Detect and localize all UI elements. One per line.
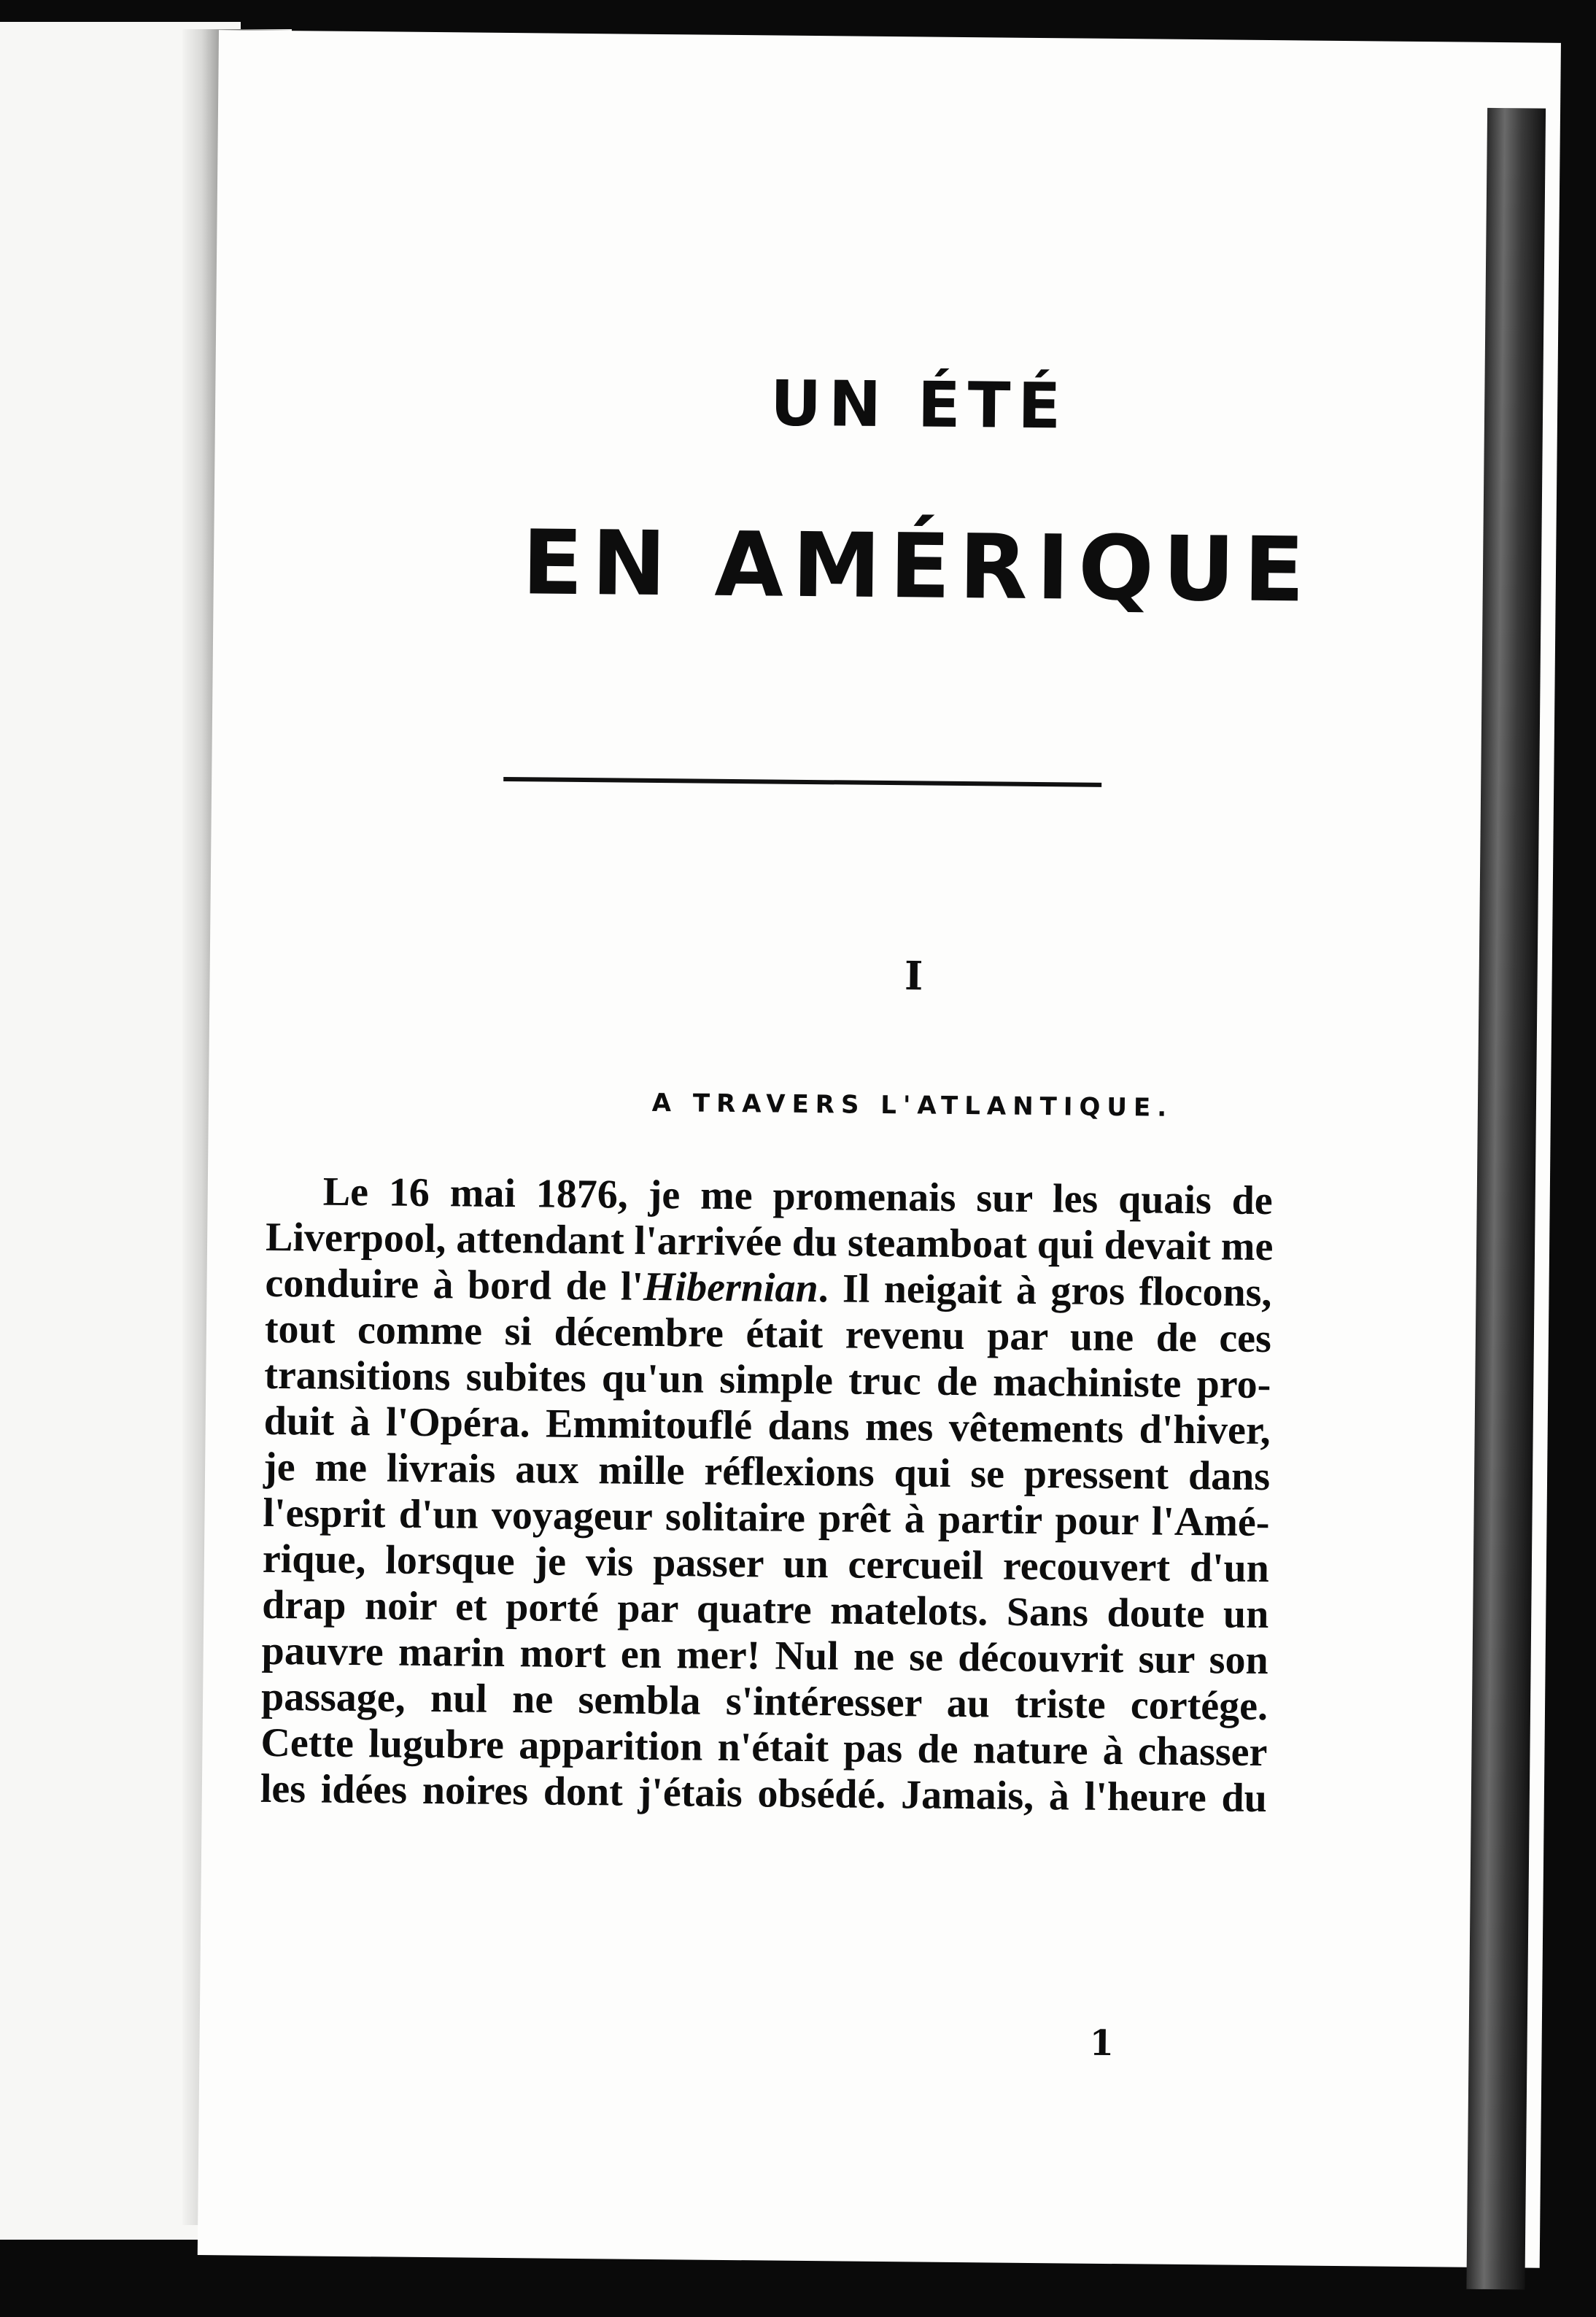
chapter-number: I <box>904 952 923 999</box>
text-line: transitions subites qu'un simple truc de machiniste pro- <box>264 1352 1271 1408</box>
text-line: passage, nul ne sembla s'intéresser au triste cortége. <box>260 1674 1268 1730</box>
text-line: les idées noires dont j'étais obsédé. Jamais, à l'heure du <box>260 1765 1268 1822</box>
ship-name-italic: Hibernian <box>643 1264 818 1312</box>
page-content <box>198 30 1561 2268</box>
text-line: l'esprit d'un voyageur solitaire prêt à partir pour l'Amé- <box>263 1490 1270 1546</box>
text-line: tout comme si décembre était revenu par une de ces <box>264 1306 1272 1362</box>
book-title-line-1: UN ÉTÉ <box>770 367 1069 444</box>
title-divider-rule <box>503 777 1101 787</box>
text-line: rique, lorsque je vis passer un cercueil recouvert d'un <box>262 1536 1270 1592</box>
book-page <box>198 30 1561 2268</box>
body-paragraph <box>260 1169 1273 1822</box>
text-line-start: conduire à bord de l' <box>265 1260 644 1310</box>
book-title-line-2: EN AMÉRIQUE <box>522 511 1314 622</box>
text-line: duit à l'Opéra. Emmitouflé dans mes vêtements d'hiver, <box>263 1398 1271 1454</box>
page-number: 1 <box>1089 2022 1115 2065</box>
text-line: Cette lugubre apparition n'était pas de nature à chasser <box>260 1720 1268 1776</box>
text-line: Liverpool, attendant l'arrivée du steamboat qui devait me <box>265 1214 1274 1270</box>
chapter-title: A TRAVERS L'ATLANTIQUE. <box>651 1088 1174 1123</box>
text-line: je me livrais aux mille réflexions qui se pressent dans <box>263 1444 1271 1500</box>
text-line-end: . Il neigait à gros flocons, <box>818 1266 1272 1316</box>
text-line: pauvre marin mort en mer! Nul ne se découvrit sur son <box>261 1628 1268 1684</box>
text-line: Le 16 mai 1876, je me promenais sur les quais de <box>322 1169 1274 1224</box>
text-line: drap noir et porté par quatre matelots. Sans doute un <box>262 1582 1269 1638</box>
